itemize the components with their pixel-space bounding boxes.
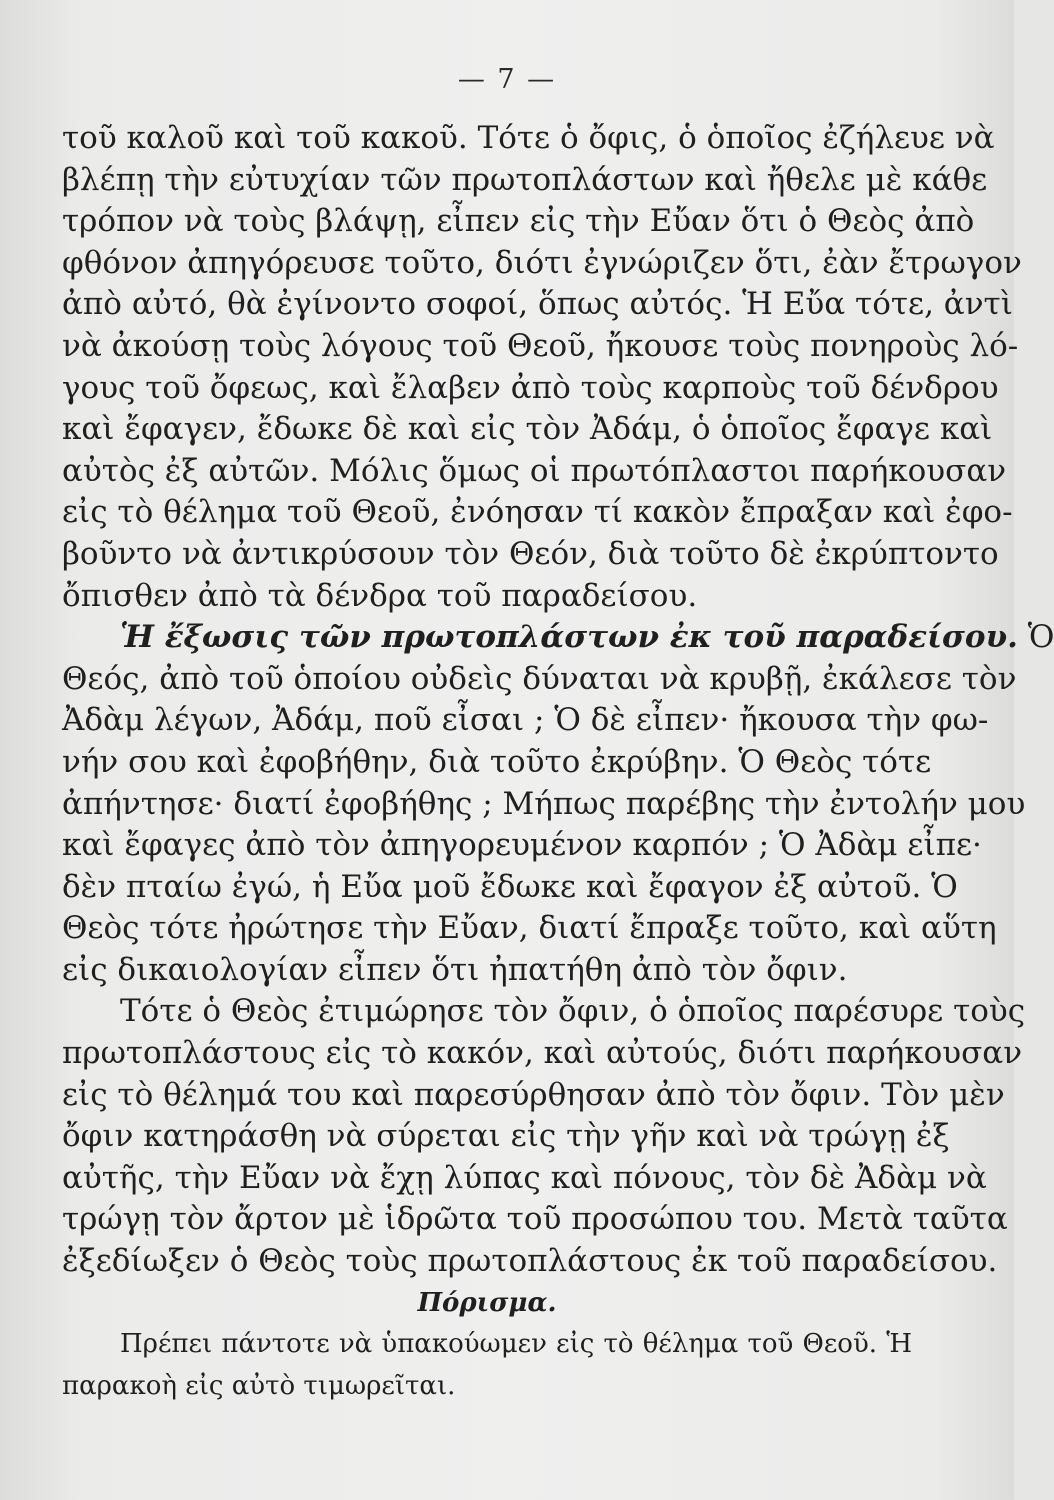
text-line: νὰ ἀκούσῃ τοὺς λόγους τοῦ Θεοῦ, ἤκουσε τοὺς πονηροὺς λό-: [62, 327, 1019, 364]
text-line: εἰς τὸ θέλημα τοῦ Θεοῦ, ἐνόησαν τί κακὸν ἔπραξαν καὶ ἐφο-: [62, 494, 1013, 531]
text-line: αὐτῆς, τὴν Εὔαν νὰ ἔχῃ λύπας καὶ πόνους, τὸν δὲ Ἀδὰμ νὰ: [62, 1159, 987, 1196]
text-line: Τότε ὁ Θεὸς ἐτιμώρησε τὸν ὄφιν, ὁ ὁποῖος παρέσυρε τοὺς: [120, 993, 1026, 1030]
text-line: γους τοῦ ὄφεως, καὶ ἔλαβεν ἀπὸ τοὺς καρποὺς τοῦ δένδρου: [62, 369, 999, 406]
text-line: εἰς τὸ θέλημά του καὶ παρεσύρθησαν ἀπὸ τὸν ὄφιν. Τὸν μὲν: [62, 1076, 1005, 1113]
text-line: τοῦ καλοῦ καὶ τοῦ κακοῦ. Τότε ὁ ὄφις, ὁ ὁποῖος ἐζήλευε νὰ: [62, 120, 995, 156]
body-text: [62, 118, 1054, 1407]
section-heading-line: [62, 617, 1054, 659]
text-line: αὐτὸς ἐξ αὐτῶν. Μόλις ὅμως οἱ πρωτόπλαστοι παρήκουσαν: [62, 452, 1007, 489]
text-line: τρώγῃ τὸν ἄρτον μὲ ἱδρῶτα τοῦ προσώπου του. Μετὰ ταῦτα: [62, 1201, 1008, 1238]
text-line: τρόπον νὰ τοὺς βλάψῃ, εἶπεν εἰς τὴν Εὔαν ὅτι ὁ Θεὸς ἀπὸ: [62, 203, 975, 240]
text-line: Ἀδὰμ λέγων, Ἀδάμ, ποῦ εἶσαι ; Ὁ δὲ εἶπεν· ἤκουσα τὴν φω-: [62, 702, 989, 739]
text-line: ἐξεδίωξεν ὁ Θεὸς τοὺς πρωτοπλάστους ἐκ τοῦ παραδείσου.: [62, 1243, 998, 1280]
text-line: καὶ ἔφαγεν, ἔδωκε δὲ καὶ εἰς τὸν Ἀδάμ, ὁ ὁποῖος ἔφαγε καὶ: [62, 411, 993, 448]
text-line: Θεός, ἀπὸ τοῦ ὁποίου οὐδεὶς δύναται νὰ κρυβῇ, ἐκάλεσε τὸν: [62, 660, 1017, 697]
text-line: ὄφιν κατηράσθη νὰ σύρεται εἰς τὴν γῆν καὶ νὰ τρώγῃ ἐξ: [62, 1118, 950, 1155]
text-line: φθόνον ἀπηγόρευσε τοῦτο, διότι ἐγνώριζεν ὅτι, ἐὰν ἔτρωγον: [62, 244, 1022, 281]
text-line: ἀπὸ αὐτό, θὰ ἐγίνοντο σοφοί, ὅπως αὐτός. Ἡ Εὔα τότε, ἀντὶ: [62, 286, 1013, 323]
section-heading: Ἡ ἔξωσις τῶν πρωτοπλάστων ἐκ τοῦ παραδείσου.: [120, 619, 1018, 656]
heading-tail: Ὁ: [1027, 619, 1054, 656]
text-line: βλέπῃ τὴν εὐτυχίαν τῶν πρωτοπλάστων καὶ ἤθελε μὲ κάθε: [62, 161, 988, 198]
text-line: δὲν πταίω ἐγώ, ἡ Εὔα μοῦ ἔδωκε καὶ ἔφαγον ἐξ αὐτοῦ. Ὁ: [62, 868, 958, 905]
text-line: καὶ ἔφαγες ἀπὸ τὸν ἀπηγορευμένον καρπόν ; Ὁ Ἀδὰμ εἶπε·: [62, 827, 982, 864]
text-line: νήν σου καὶ ἐφοβήθην, διὰ τοῦτο ἐκρύβην. Ὁ Θεὸς τότε: [62, 743, 932, 780]
text-line: βοῦντο νὰ ἀντικρύσουν τὸν Θεόν, διὰ τοῦτο δὲ ἐκρύπτοντο: [62, 535, 999, 572]
text-line: Πρέπει πάντοτε νὰ ὑπακούωμεν εἰς τὸ θέλημα τοῦ Θεοῦ. Ἡ: [120, 1329, 912, 1360]
text-line: εἰς δικαιολογίαν εἶπεν ὅτι ἠπατήθη ἀπὸ τὸν ὄφιν.: [62, 951, 848, 988]
text-line: ὄπισθεν ἀπὸ τὰ δένδρα τοῦ παραδείσου.: [62, 577, 698, 614]
moral-paragraph: [62, 1324, 912, 1407]
text-line: ἀπήντησε· διατί ἐφοβήθης ; Μήπως παρέβης τὴν ἐντολήν μου: [62, 785, 1026, 822]
text-line: πρωτοπλάστους εἰς τὸ κακόν, καὶ αὐτούς, διότι παρήκουσαν: [62, 1035, 1023, 1072]
paragraph-1: [62, 118, 1022, 617]
paragraph-3: [62, 991, 1026, 1282]
page-number: — 7 —: [457, 64, 557, 95]
text-line: Θεὸς τότε ἠρώτησε τὴν Εὔαν, διατί ἔπραξε τοῦτο, καὶ αὕτη: [62, 910, 997, 947]
paragraph-2: [62, 617, 1054, 991]
text-line: παρακοὴ εἰς αὐτὸ τιμωρεῖται.: [62, 1370, 456, 1401]
moral-title: Πόρισμα.: [417, 1287, 557, 1318]
